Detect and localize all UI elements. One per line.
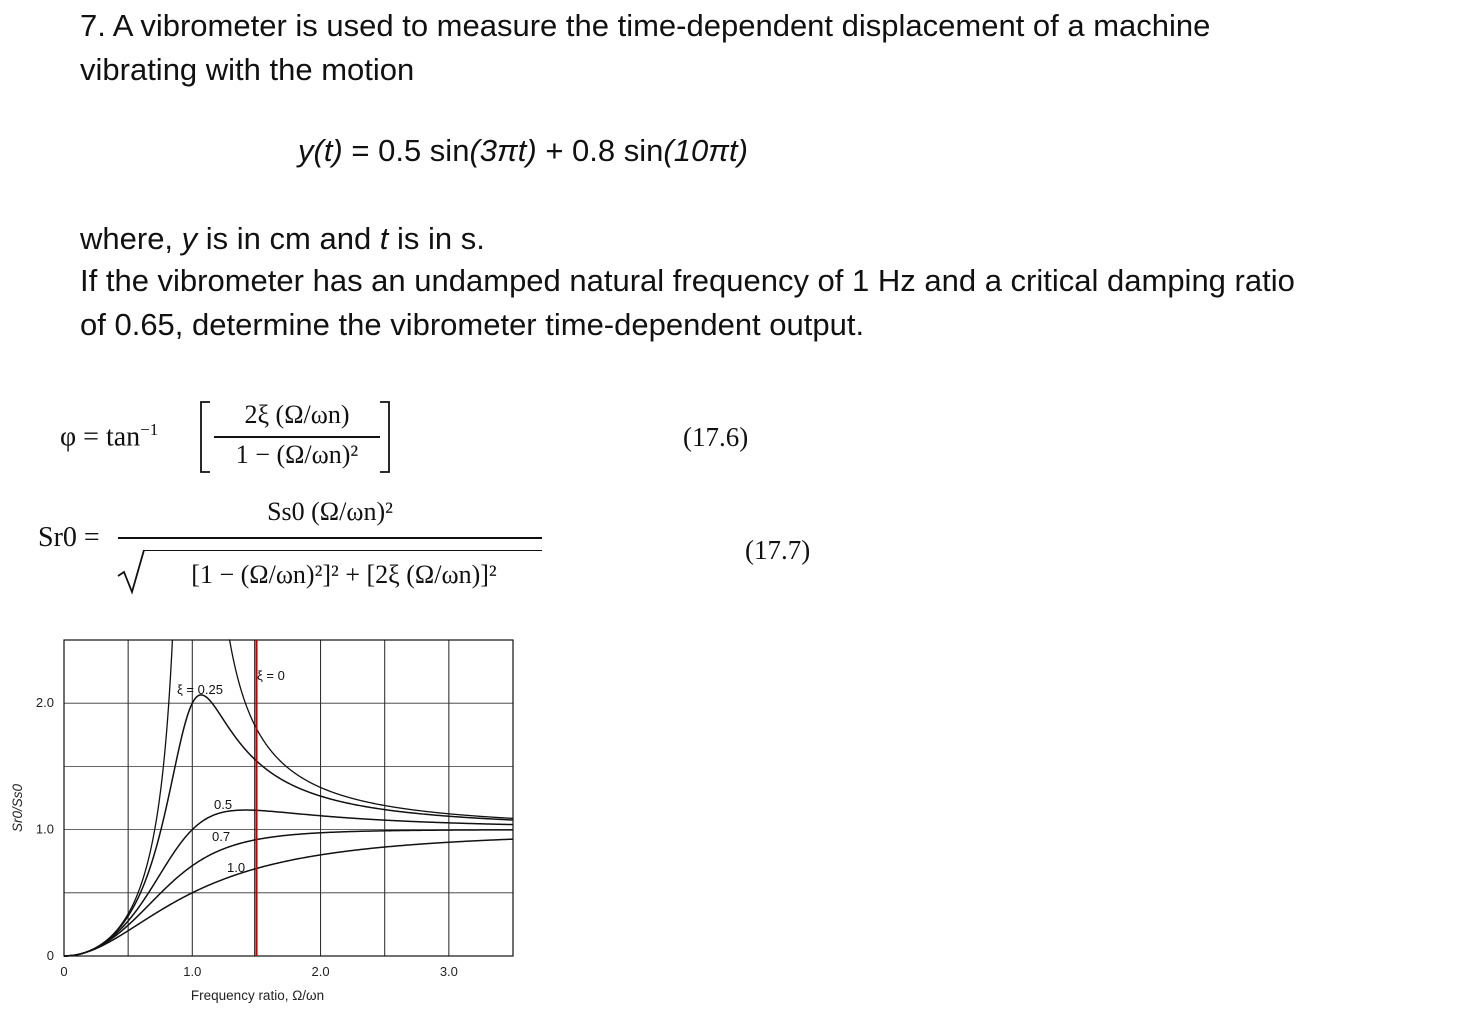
x-axis-label: Frequency ratio, Ω/ωn: [190, 988, 325, 1003]
amplitude-fraction-bar: [118, 537, 542, 539]
problem-line-5: of 0.65, determine the vibrometer time-dependent output.: [80, 307, 865, 342]
amplitude-formula-lhs: Sr0 =: [38, 522, 100, 553]
where-mid: is in cm and: [197, 221, 380, 256]
curve-label: 0.7: [212, 829, 231, 844]
amplitude-denominator: [1 − (Ω/ωn)²]² + [2ξ (Ω/ωn)]²: [191, 560, 497, 589]
motion-equation: [298, 133, 748, 169]
curve-0: [65, 640, 172, 956]
curve-label: 1.0: [227, 860, 246, 875]
where-suffix: is in s.: [388, 221, 485, 256]
equation-number-17-6: (17.6): [683, 422, 749, 452]
chart-marker-line: [254, 640, 256, 956]
curve-label: ξ = 0.25: [177, 682, 223, 697]
curve-label: 0.5: [214, 797, 233, 812]
y-axis-label: Sr0/Ss0: [10, 783, 25, 833]
x-tick-label: 0: [60, 964, 68, 979]
curve-0.5: [64, 810, 513, 956]
equation-mid: + 0.8 sin: [536, 133, 664, 168]
where-y: y: [181, 221, 198, 256]
curve-label: ξ = 0: [257, 668, 285, 683]
x-tick-label: 2.0: [311, 964, 330, 979]
where-t: t: [379, 221, 389, 256]
phase-lhs-sup: −1: [140, 420, 159, 439]
left-square-bracket: [198, 400, 212, 474]
equation-arg2: (10πt): [663, 133, 748, 168]
phase-lhs-text: φ = tan: [60, 421, 141, 453]
frequency-response-chart: [0, 630, 560, 1030]
curve-1.0: [64, 839, 513, 956]
x-tick-label: 3.0: [439, 964, 458, 979]
equation-lhs: y(t): [298, 133, 343, 168]
phase-formula-lhs: [60, 420, 158, 453]
curve-0: [229, 640, 513, 818]
equation-number-17-7: (17.7): [745, 535, 811, 565]
phase-numerator: 2ξ (Ω/ωn): [244, 400, 350, 429]
equation-eq: = 0.5 sin: [342, 133, 470, 168]
where-prefix: where,: [80, 221, 182, 256]
chart-axis-text: [10, 695, 458, 1003]
problem-line-2: vibrating with the motion: [80, 52, 415, 87]
equation-arg1: (3πt): [469, 133, 537, 168]
y-tick-label: 2.0: [35, 695, 54, 711]
square-root-sign: [116, 548, 146, 596]
y-tick-label: 0: [46, 948, 54, 963]
phase-denominator: 1 − (Ω/ωn)²: [235, 440, 359, 469]
right-square-bracket: [378, 400, 392, 474]
problem-line-3: [80, 221, 485, 257]
problem-line-1: 7. A vibrometer is used to measure the time-dependent displacement of a machine: [80, 8, 1211, 43]
phase-fraction-bar: [214, 436, 380, 438]
y-tick-label: 1.0: [35, 821, 54, 837]
square-root-bar: [144, 550, 542, 551]
x-tick-label: 1.0: [183, 964, 202, 979]
problem-line-4: If the vibrometer has an undamped natural frequency of 1 Hz and a critical damping ratio: [80, 263, 1295, 298]
chart-curves: [64, 640, 513, 956]
amplitude-numerator: Ss0 (Ω/ωn)²: [267, 497, 393, 526]
